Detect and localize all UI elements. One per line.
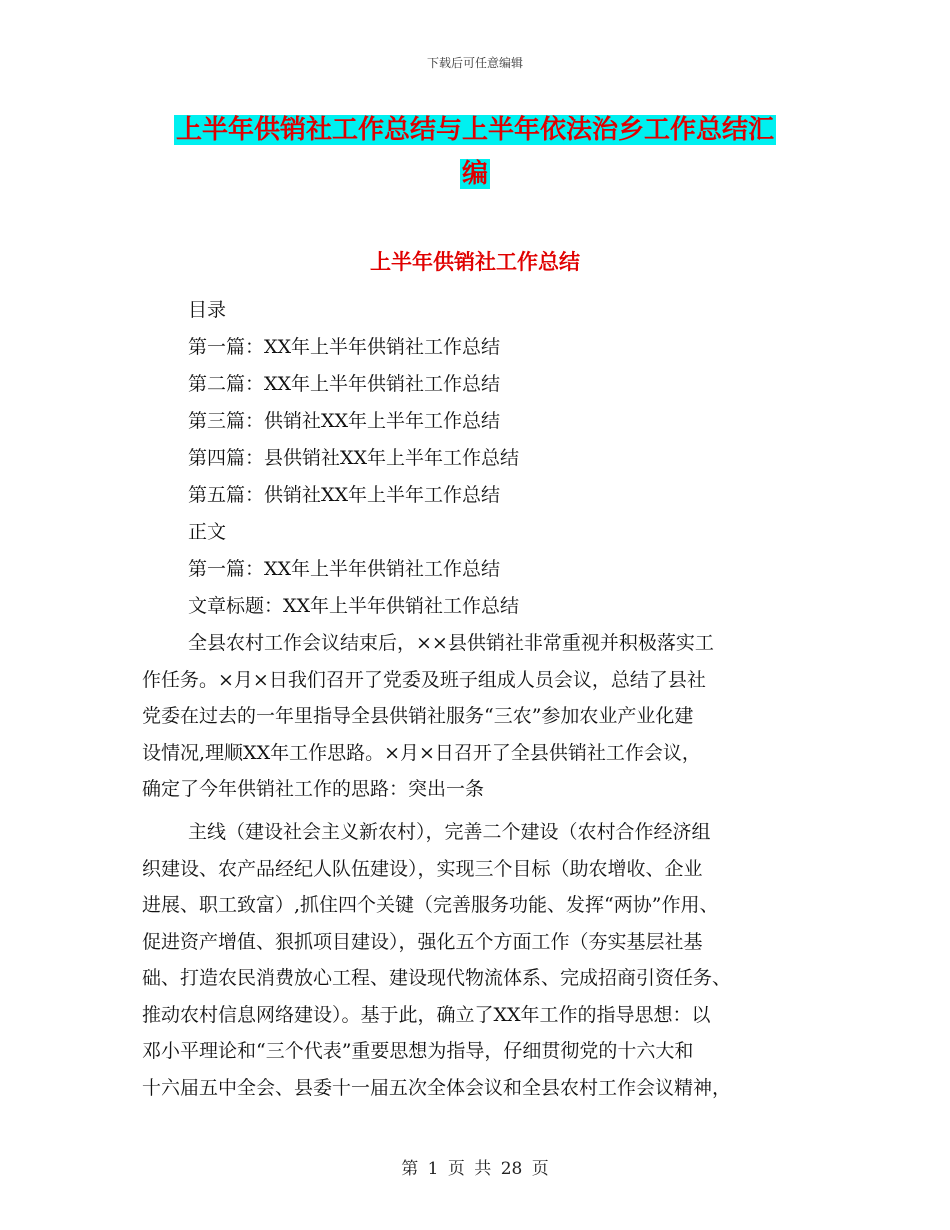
paragraph-line: 十六届五中全会、县委十一届五次全体会议和全县农村工作会议精神，: [142, 1076, 732, 1099]
paragraph-line: 设情况,理顺XX年工作思路。×月×日召开了全县供销社工作会议，: [142, 741, 701, 764]
paragraph-line: 作任务。×月×日我们召开了党委及班子组成人员会议，总结了县社: [142, 668, 706, 691]
toc-line: 文章标题：XX年上半年供销社工作总结: [188, 595, 520, 617]
toc-line: 目录: [188, 299, 227, 321]
body-paragraph-2: [142, 814, 822, 1106]
table-of-contents: [188, 292, 519, 625]
paragraph-line: 主线（建设社会主义新农村），完善二个建设（农村合作经济组: [188, 821, 711, 843]
toc-line: 第一篇：XX年上半年供销社工作总结: [188, 558, 501, 580]
title-line-1: 上半年供销社工作总结与上半年依法治乡工作总结汇: [175, 115, 774, 145]
paragraph-line: 党委在过去的一年里指导全县供销社服务“三农”参加农业产业化建: [142, 705, 694, 727]
paragraph-line: 促进资产增值、狠抓项目建设），强化五个方面工作（夯实基层社基: [142, 930, 703, 953]
paragraph-line: 础、打造农民消费放心工程、建设现代物流体系、完成招商引资任务、: [142, 967, 732, 989]
paragraph-line: 邓小平理论和“三个代表”重要思想为指导，仔细贯彻党的十六大和: [142, 1040, 694, 1062]
toc-line: 第一篇：XX年上半年供销社工作总结: [188, 336, 501, 358]
paragraph-line: 全县农村工作会议结束后，××县供销社非常重视并积极落实工: [188, 632, 714, 654]
body-paragraph-1: [142, 625, 822, 808]
paragraph-line: 推动农村信息网络建设）。基于此，确立了XX年工作的指导思想：以: [142, 1003, 711, 1026]
toc-line: 正文: [188, 521, 227, 543]
title-line-2: 编: [461, 159, 488, 189]
toc-line: 第二篇：XX年上半年供销社工作总结: [188, 373, 501, 395]
toc-line: 第三篇：供销社XX年上半年工作总结: [188, 410, 501, 432]
document-title: [0, 108, 950, 196]
paragraph-line: 织建设、农产品经纪人队伍建设），实现三个目标（助农增收、企业: [142, 857, 703, 880]
toc-line: 第四篇：县供销社XX年上半年工作总结: [188, 447, 520, 469]
section-title: 上半年供销社工作总结: [370, 250, 580, 274]
toc-line: 第五篇：供销社XX年上半年工作总结: [188, 484, 501, 506]
paragraph-line: 进展、职工致富）,抓住四个关键（完善服务功能、发挥“两协”作用、: [142, 894, 719, 916]
paragraph-line: 确定了今年供销社工作的思路：突出一条: [142, 778, 485, 800]
header-note: 下载后可任意编辑: [426, 56, 523, 70]
page-footer: 第 1 页 共 28 页: [401, 1159, 549, 1179]
